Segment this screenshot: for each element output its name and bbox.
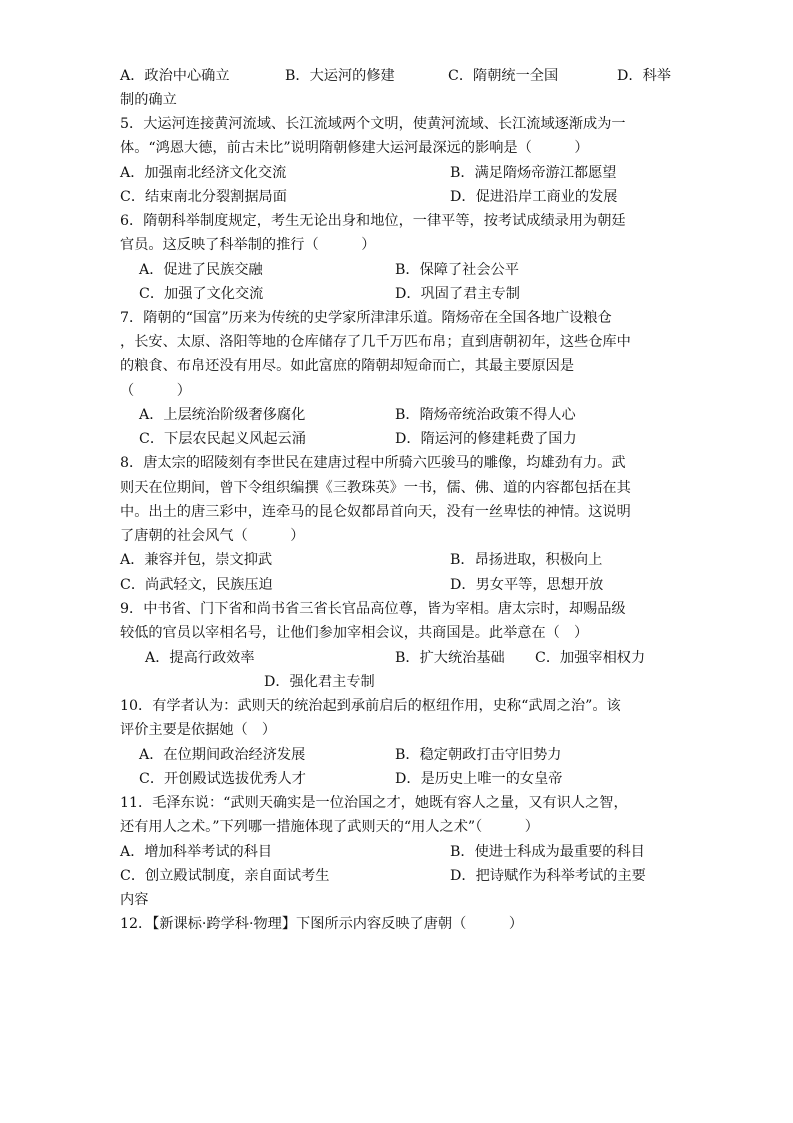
q6-option-b[interactable]: B．保障了社会公平	[395, 262, 519, 278]
q7-stem-line-1: 7．隋朝的“国富”历来为传统的史学家所津津乐道。隋炀帝在全国各地广设粮仓	[120, 310, 612, 326]
q10-option-d[interactable]: D．是历史上唯一的女皇帝	[395, 771, 563, 787]
q7-stem-line-3: 的粮食、布帛还没有用尽。如此富庶的隋朝却短命而亡，其最主要原因是	[120, 358, 575, 374]
q4-option-b[interactable]: B．大运河的修建	[285, 68, 395, 84]
q11-option-b[interactable]: B．使进士科成为最重要的科目	[450, 844, 645, 860]
q11-option-d-continued: 内容	[120, 892, 149, 908]
q8-stem-line-3: 中。出土的唐三彩中，连牵马的昆仑奴都昂首向天，没有一丝卑怯的神情。这说明	[120, 504, 631, 520]
q6-stem-line-1: 6．隋朝科举制度规定，考生无论出身和地位，一律平等，按考试成绩录用为朝廷	[120, 213, 626, 229]
q4-option-d-continued: 制的确立	[120, 92, 177, 108]
q7-stem-line-2: ，长安、太原、洛阳等地的仓库储存了几千万匹布帛；直到唐朝初年，这些仓库中	[120, 334, 631, 350]
q4-option-c[interactable]: C．隋朝统一全国	[448, 68, 559, 84]
q7-option-b[interactable]: B．隋炀帝统治政策不得人心	[395, 407, 576, 423]
q11-option-a[interactable]: A．增加科举考试的科目	[120, 844, 273, 860]
q11-stem-line-1: 11．毛泽东说：“武则天确实是一位治国之才，她既有容人之量，又有识人之智，	[120, 795, 628, 811]
q10-option-a[interactable]: A．在位期间政治经济发展	[139, 747, 306, 763]
q10-stem-line-1: 10．有学者认为：武则天的统治起到承前启后的枢纽作用，史称“武周之治”。该	[120, 698, 621, 714]
q11-option-d[interactable]: D．把诗赋作为科举考试的主要	[450, 868, 646, 884]
q6-stem-line-2: 官员。这反映了科举制的推行（ ）	[120, 237, 376, 253]
q9-option-c[interactable]: C．加强宰相权力	[535, 650, 646, 666]
q10-option-c[interactable]: C．开创殿试选拔优秀人才	[139, 771, 306, 787]
q8-stem-line-4: 了唐朝的社会风气（ ）	[120, 528, 305, 544]
q9-stem-line-1: 9．中书省、门下省和尚书省三省长官品高位尊，皆为宰相。唐太宗时，却赐品级	[120, 601, 626, 617]
q5-option-c[interactable]: C．结束南北分裂割据局面	[120, 189, 287, 205]
q6-option-a[interactable]: A．促进了民族交融	[139, 262, 263, 278]
q8-stem-line-2: 则天在位期间，曾下令组织编撰《三教珠英》一书，儒、佛、道的内容都包括在其	[120, 480, 631, 496]
q12-stem: 12．【新课标·跨学科·物理】下图所示内容反映了唐朝（ ）	[120, 916, 524, 932]
q5-stem-line-2: 体。“鸿恩大德，前古未比”说明隋朝修建大运河最深远的影响是（ ）	[120, 140, 589, 156]
q9-option-d[interactable]: D．强化君主专制	[264, 674, 375, 690]
q6-option-d[interactable]: D．巩固了君主专制	[395, 286, 520, 302]
q11-stem-line-2: 还有用人之术。”下列哪一措施体现了武则天的“用人之术”（ ）	[120, 819, 539, 835]
q10-option-b[interactable]: B．稳定朝政打击守旧势力	[395, 747, 562, 763]
q11-option-c[interactable]: C．创立殿试制度，亲自面试考生	[120, 868, 330, 884]
q8-option-c[interactable]: C．尚武轻文，民族压迫	[120, 577, 273, 593]
q5-option-d[interactable]: D．促进沿岸工商业的发展	[450, 189, 618, 205]
q8-option-a[interactable]: A．兼容并包，崇文抑武	[120, 552, 273, 568]
q9-option-b[interactable]: B．扩大统治基础	[395, 650, 505, 666]
q4-option-d[interactable]: D．科举	[617, 68, 671, 84]
q5-option-a[interactable]: A．加强南北经济文化交流	[120, 165, 287, 181]
q7-option-c[interactable]: C．下层农民起义风起云涌	[139, 431, 306, 447]
q5-stem-line-1: 5．大运河连接黄河流域、长江流域两个文明，使黄河流域、长江流域逐渐成为一	[120, 116, 626, 132]
q8-stem-line-1: 8．唐太宗的昭陵刻有李世民在建唐过程中所骑六匹骏马的雕像，均雄劲有力。武	[120, 455, 626, 471]
q7-option-a[interactable]: A．上层统治阶级奢侈腐化	[139, 407, 306, 423]
q10-stem-line-2: 评价主要是依据她（ ）	[120, 722, 277, 738]
q7-answer-blank: （ ）	[120, 383, 191, 399]
q5-option-b[interactable]: B．满足隋炀帝游江都愿望	[450, 165, 617, 181]
q4-option-a[interactable]: A．政治中心确立	[120, 68, 230, 84]
q6-option-c[interactable]: C．加强了文化交流	[139, 286, 264, 302]
q8-option-d[interactable]: D．男女平等，思想开放	[450, 577, 604, 593]
q9-option-a[interactable]: A．提高行政效率	[145, 650, 255, 666]
q8-option-b[interactable]: B．昂扬进取，积极向上	[450, 552, 603, 568]
q7-option-d[interactable]: D．隋运河的修建耗费了国力	[395, 431, 577, 447]
q9-stem-line-2: 较低的官员以宰相名号，让他们参加宰相会议，共商国是。此举意在（ ）	[120, 625, 589, 641]
